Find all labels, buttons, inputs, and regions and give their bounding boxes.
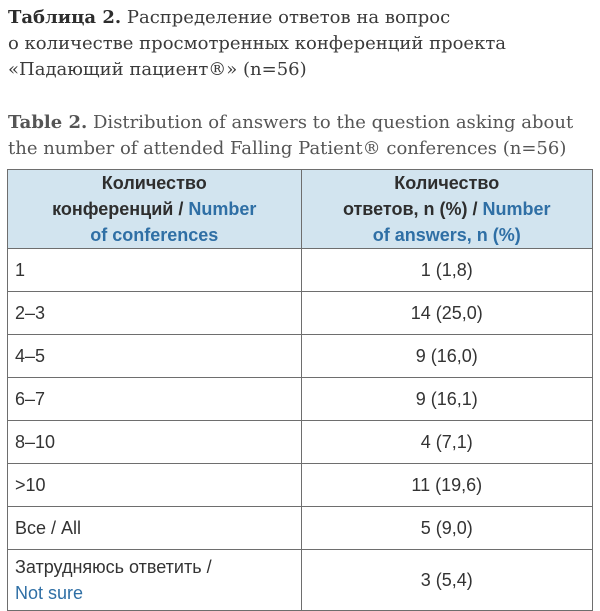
caption-ru-label: Таблица 2. — [8, 7, 122, 28]
table-caption-en — [8, 110, 573, 162]
table-header-row — [8, 170, 593, 249]
cell-conferences-en: Not sure — [15, 583, 84, 603]
header-col1-en-line3: of conferences — [90, 225, 219, 245]
cell-conferences: >10 — [8, 464, 302, 507]
cell-answers: 5 (9,0) — [301, 507, 592, 550]
cell-conferences: 1 — [8, 249, 302, 292]
header-col1-ru-line1: Количество — [101, 173, 207, 193]
table-caption-ru — [8, 5, 506, 83]
cell-answers: 3 (5,4) — [301, 550, 592, 611]
header-col2-en-line2: Number — [482, 199, 551, 219]
caption-en-label: Table 2. — [8, 112, 88, 133]
table-row — [8, 507, 593, 550]
cell-conferences: 2–3 — [8, 292, 302, 335]
caption-ru-text-3: «Падающий пациент®» (n=56) — [8, 59, 307, 80]
cell-answers: 1 (1,8) — [301, 249, 592, 292]
table-row — [8, 421, 593, 464]
cell-conferences: 8–10 — [8, 421, 302, 464]
cell-answers: 9 (16,0) — [301, 335, 592, 378]
header-col1-ru-line2: конференций / — [52, 199, 189, 219]
table-row — [8, 464, 593, 507]
caption-en-text-2: the number of attended Falling Patient® conferences (n=56) — [8, 138, 567, 159]
table-row — [8, 550, 593, 611]
header-col1-en-line2: Number — [188, 199, 257, 219]
cell-conferences: 4–5 — [8, 335, 302, 378]
header-col2-ru-line2: ответов, n (%) / — [342, 199, 483, 219]
table-row — [8, 292, 593, 335]
caption-en-line-1 — [8, 110, 573, 136]
header-col2-en-line3: of answers, n (%) — [372, 225, 521, 245]
caption-ru-text-1: Распределение ответов на вопрос — [121, 7, 451, 28]
cell-conferences: Все / All — [8, 507, 302, 550]
table-row — [8, 378, 593, 421]
header-answers — [301, 170, 592, 249]
table-row — [8, 249, 593, 292]
cell-answers: 4 (7,1) — [301, 421, 592, 464]
caption-en-text-1: Distribution of answers to the question asking about — [87, 112, 574, 133]
table-row — [8, 335, 593, 378]
cell-conferences: 6–7 — [8, 378, 302, 421]
cell-conferences — [8, 550, 302, 611]
header-conferences — [8, 170, 302, 249]
caption-ru-line-1 — [8, 5, 506, 31]
cell-answers: 14 (25,0) — [301, 292, 592, 335]
header-col2-ru-line1: Количество — [394, 173, 500, 193]
cell-conferences-ru: Затрудняюсь ответить / — [15, 557, 212, 577]
distribution-table — [7, 169, 593, 611]
cell-answers: 9 (16,1) — [301, 378, 592, 421]
caption-ru-text-2: о количестве просмотренных конференций проекта — [8, 33, 507, 54]
cell-answers: 11 (19,6) — [301, 464, 592, 507]
